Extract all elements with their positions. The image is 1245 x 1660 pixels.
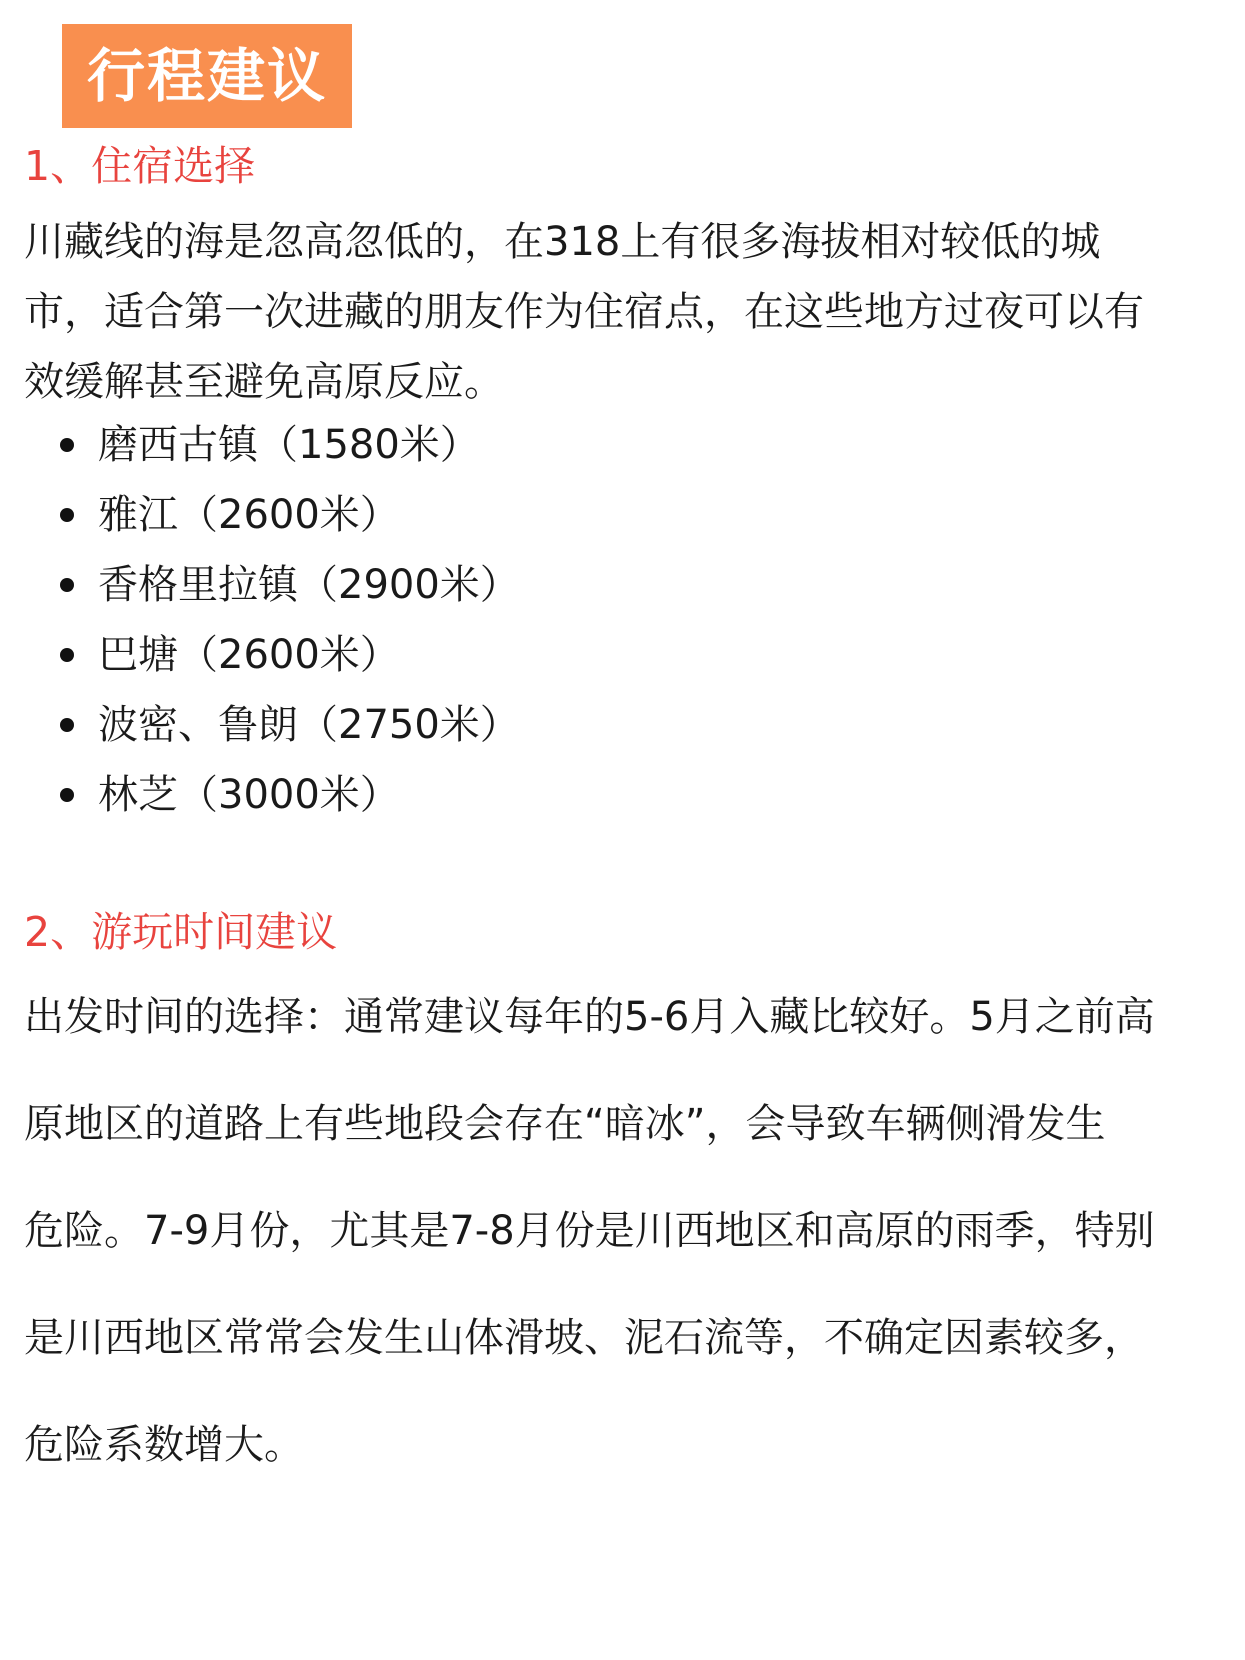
list-item-text: 林芝（3000米） [98,772,400,818]
list-item [0,550,520,620]
bullet-dot-icon [60,508,74,522]
bullet-dot-icon [60,438,74,452]
paragraph-line: 原地区的道路上有些地段会存在“暗冰”，会导致车辆侧滑发生 [24,1101,1106,1147]
bullet-dot-icon [60,718,74,732]
list-item-text: 雅江（2600米） [98,492,400,538]
paragraph-line: 危险系数增大。 [24,1422,304,1468]
list-item-text: 巴塘（2600米） [98,632,400,678]
bullet-dot-icon [60,578,74,592]
list-item [0,480,520,550]
list-item-text: 波密、鲁朗（2750米） [98,702,520,748]
list-item [0,410,520,480]
section-heading-accommodation: 1、住宿选择 [24,142,256,190]
title-badge [62,24,352,128]
paragraph-line: 川藏线的海是忽高忽低的，在318上有很多海拔相对较低的城 [24,219,1101,265]
travel-time-paragraph [24,985,1234,1520]
accommodation-paragraph [24,207,1224,417]
list-item [0,690,520,760]
accommodation-list [0,410,520,830]
bullet-dot-icon [60,648,74,662]
bullet-dot-icon [60,788,74,802]
list-item-text: 香格里拉镇（2900米） [98,562,520,608]
page-title: 行程建议 [86,42,327,110]
paragraph-line: 市，适合第一次进藏的朋友作为住宿点，在这些地方过夜可以有 [24,289,1144,335]
paragraph-line: 危险。7-9月份，尤其是7-8月份是川西地区和高原的雨季，特别 [24,1208,1155,1254]
list-item [0,620,520,690]
list-item-text: 磨西古镇（1580米） [98,422,480,468]
list-item [0,760,520,830]
section-heading-travel-time: 2、游玩时间建议 [24,908,338,956]
paragraph-line: 效缓解甚至避免高原反应。 [24,359,504,405]
paragraph-line: 出发时间的选择：通常建议每年的5-6月入藏比较好。5月之前高 [24,994,1155,1040]
paragraph-line: 是川西地区常常会发生山体滑坡、泥石流等，不确定因素较多， [24,1315,1144,1361]
